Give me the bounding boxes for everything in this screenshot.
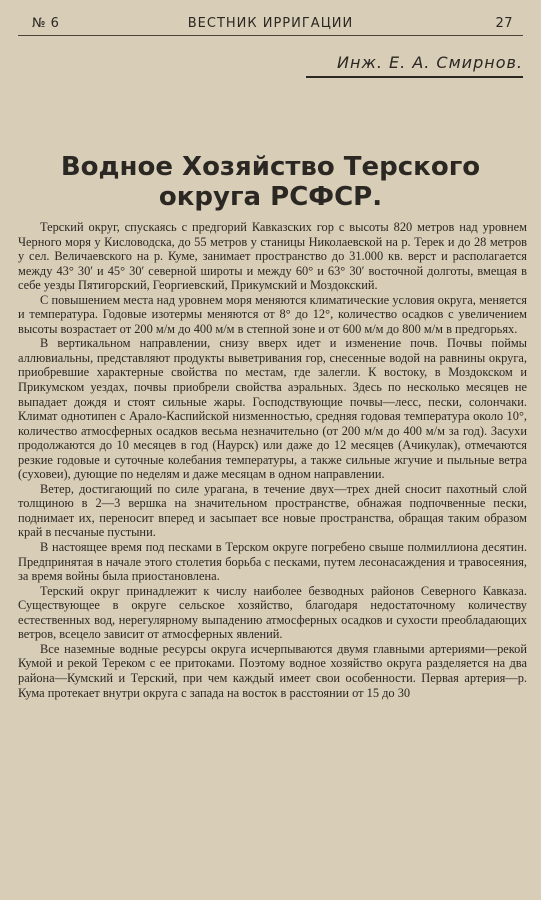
journal-title: ВЕСТНИК ИРРИГАЦИИ (187, 16, 354, 31)
title-line-1: Водное Хозяйство Терского (60, 152, 481, 182)
article-title (40, 152, 501, 212)
paragraph: Терский округ, спускаясь с предгорий Кавказских гор с высоты 820 метров над уровнем Черного моря у Кисловодска, до 55 метров у станицы Николаевской на р. Терек и до 28 метров у сел. Величаевского на р. Куме, занимает пространство до 31.000 кв. верст и располагается между 43° 30′ и 45° 30′ северной широты и между 60° и 63° 30′ восточной долготы, вмещая в себе уезды Пятигорский, Георгиевский, Прикумский и Моздокский. (18, 220, 527, 293)
paragraph: Терский округ принадлежит к числу наиболее безводных районов Северного Кавказа. Существующее в округе сельское хозяйство, благодаря недостаточному количеству естественных вод, нерегулярному выпадению атмосферных осадков и сухости преобладающих ветров, всецело зависит от атмосферных явлений. (18, 583, 527, 642)
paragraph: В настоящее время под песками в Терском округе погребено свыше полмиллиона десятин. Предпринятая в начале этого столетия борьба с песками, путем лесонасаждения и травосеяния, за время войны была приостановлена. (18, 540, 527, 584)
author-name: Инж. Е. А. Смирнов. (337, 53, 523, 72)
header-rule (18, 35, 523, 36)
page-number: 27 (495, 16, 513, 31)
paragraph: Ветер, достигающий по силе урагана, в течение двух—трех дней сносит пахотный слой толщиною в 2—3 вершка на значительном пространстве, обнажая подпочвенные пески, поднимает их, переносит вперед и засыпает все новые пространства, обращая таким образом край в песчаные пустыни. (18, 481, 527, 540)
issue-number: № 6 (32, 16, 60, 31)
page-header (18, 10, 523, 36)
paragraph: Все наземные водные ресурсы округа исчерпываются двумя главными артериями—рекой Кумой и рекой Тереком с ее притоками. Поэтому водное хозяйство округа разделяется на два района—Кумский и Терский, при чем каждый имеет свои особенности. Первая артерия—р. Кума протекает внутри округа с запада на восток в расстоянии от 15 до 30 (18, 641, 527, 700)
title-line-2: округа РСФСР. (158, 182, 383, 212)
paragraph: С повышением места над уровнем моря меняются климатические условия округа, меняется и температура. Годовые изотермы меняются от 8° до 12°, количество осадков с увеличением высоты возрастает от 200 м/м до 400 м/м в степной зоне и от 600 м/м до 800 м/м в предгорьях. (18, 292, 527, 336)
article-body (18, 220, 527, 700)
paragraph: В вертикальном направлении, снизу вверх идет и изменение почв. Почвы поймы аллювиальны, представляют продукты выветривания гор, снесенные водой на равнины округа, приобревшие характерные свойства по местам, где залегли. К востоку, в Моздокском и Прикумском уездах, почвы приобрели свойства аэральных. Здесь по несколько месяцев не выпадает дождя и стоят сильные жары. Господствующие почвы—лесс, пески, солончаки. Климат однотипен с Арало-Каспийской низменностью, средняя годовая температура около 10°, количество атмосферных осадков весьма незначительно (от 200 м/м до 400 м/м за год). Засухи продолжаются до 10 месяцев в год (Наурск) или даже до 12 месяцев (Ачикулак), отмечаются резкие годовые и суточные колебания температуры, а также сильные жгучие и пыльные ветра (суховеи), дующие по неделям и даже месяцам в одном направлении. (18, 336, 527, 482)
author-block (306, 51, 523, 78)
